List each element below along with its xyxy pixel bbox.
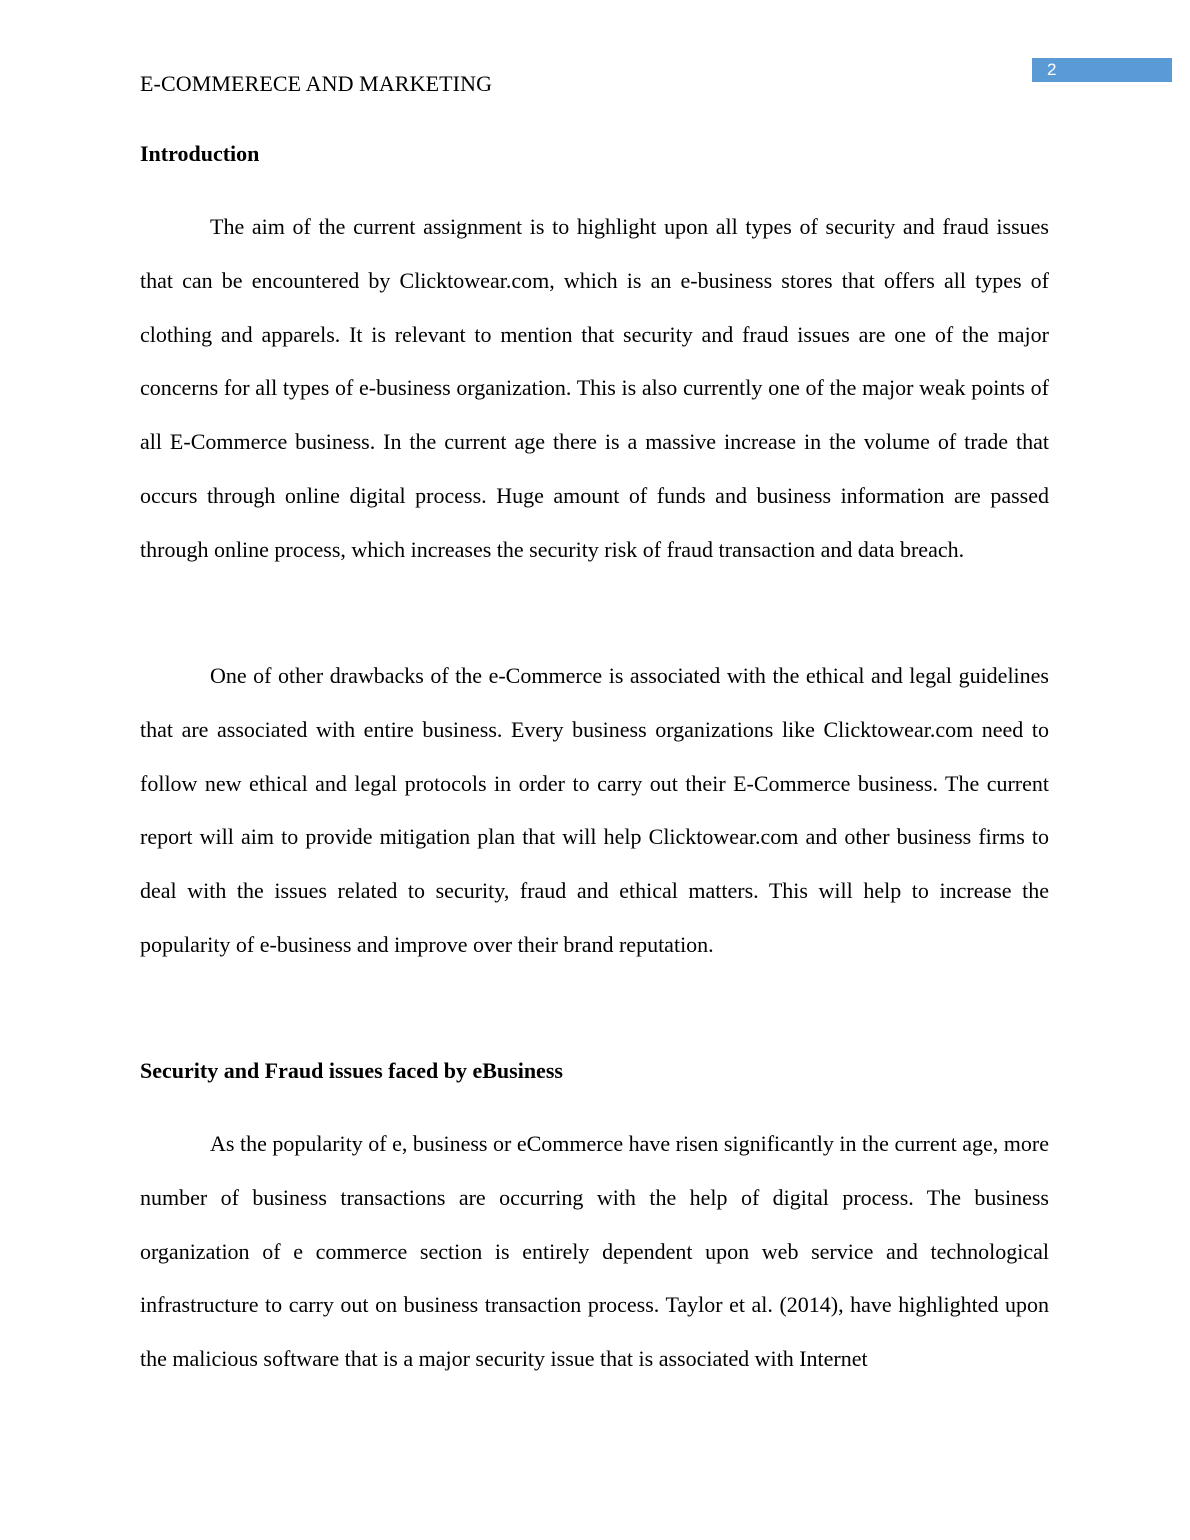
- body-paragraph: The aim of the current assignment is to highlight upon all types of security and fraud issues that can be encountered by Clicktowear.com, which is an e-business stores that offers all types of clothing and apparels. It is relevant to mention that security and fraud issues are one of the major concerns for all types of e-business organization. This is also currently one of the major weak points of all E-Commerce business. In the current age there is a massive increase in the volume of trade that occurs through online digital process. Huge amount of funds and business information are passed through online process, which increases the security risk of fraud transaction and data breach.: [140, 214, 1049, 562]
- running-head: E-COMMERECE AND MARKETING: [140, 71, 493, 96]
- section-heading-security-fraud: Security and Fraud issues faced by eBusiness: [140, 1058, 563, 1083]
- page-number-box: [1032, 58, 1172, 82]
- page-number: 2: [1047, 60, 1057, 79]
- body-paragraph: One of other drawbacks of the e-Commerce is associated with the ethical and legal guidelines that are associated with entire business. Every business organizations like Clicktowear.com need to follow new ethical and legal protocols in order to carry out their E-Commerce business. The current report will aim to provide mitigation plan that will help Clicktowear.com and other business firms to deal with the issues related to security, fraud and ethical matters. This will help to increase the popularity of e-business and improve over their brand reputation.: [140, 663, 1049, 957]
- body-paragraph: As the popularity of e, business or eCommerce have risen significantly in the current age, more number of business transactions are occurring with the help of digital process. The business organization of e commerce section is entirely dependent upon web service and technological infrastructure to carry out on business transaction process. Taylor et al. (2014), have highlighted upon the malicious software that is a major security issue that is associated with Internet: [140, 1131, 1049, 1372]
- section-heading-introduction: Introduction: [140, 141, 260, 166]
